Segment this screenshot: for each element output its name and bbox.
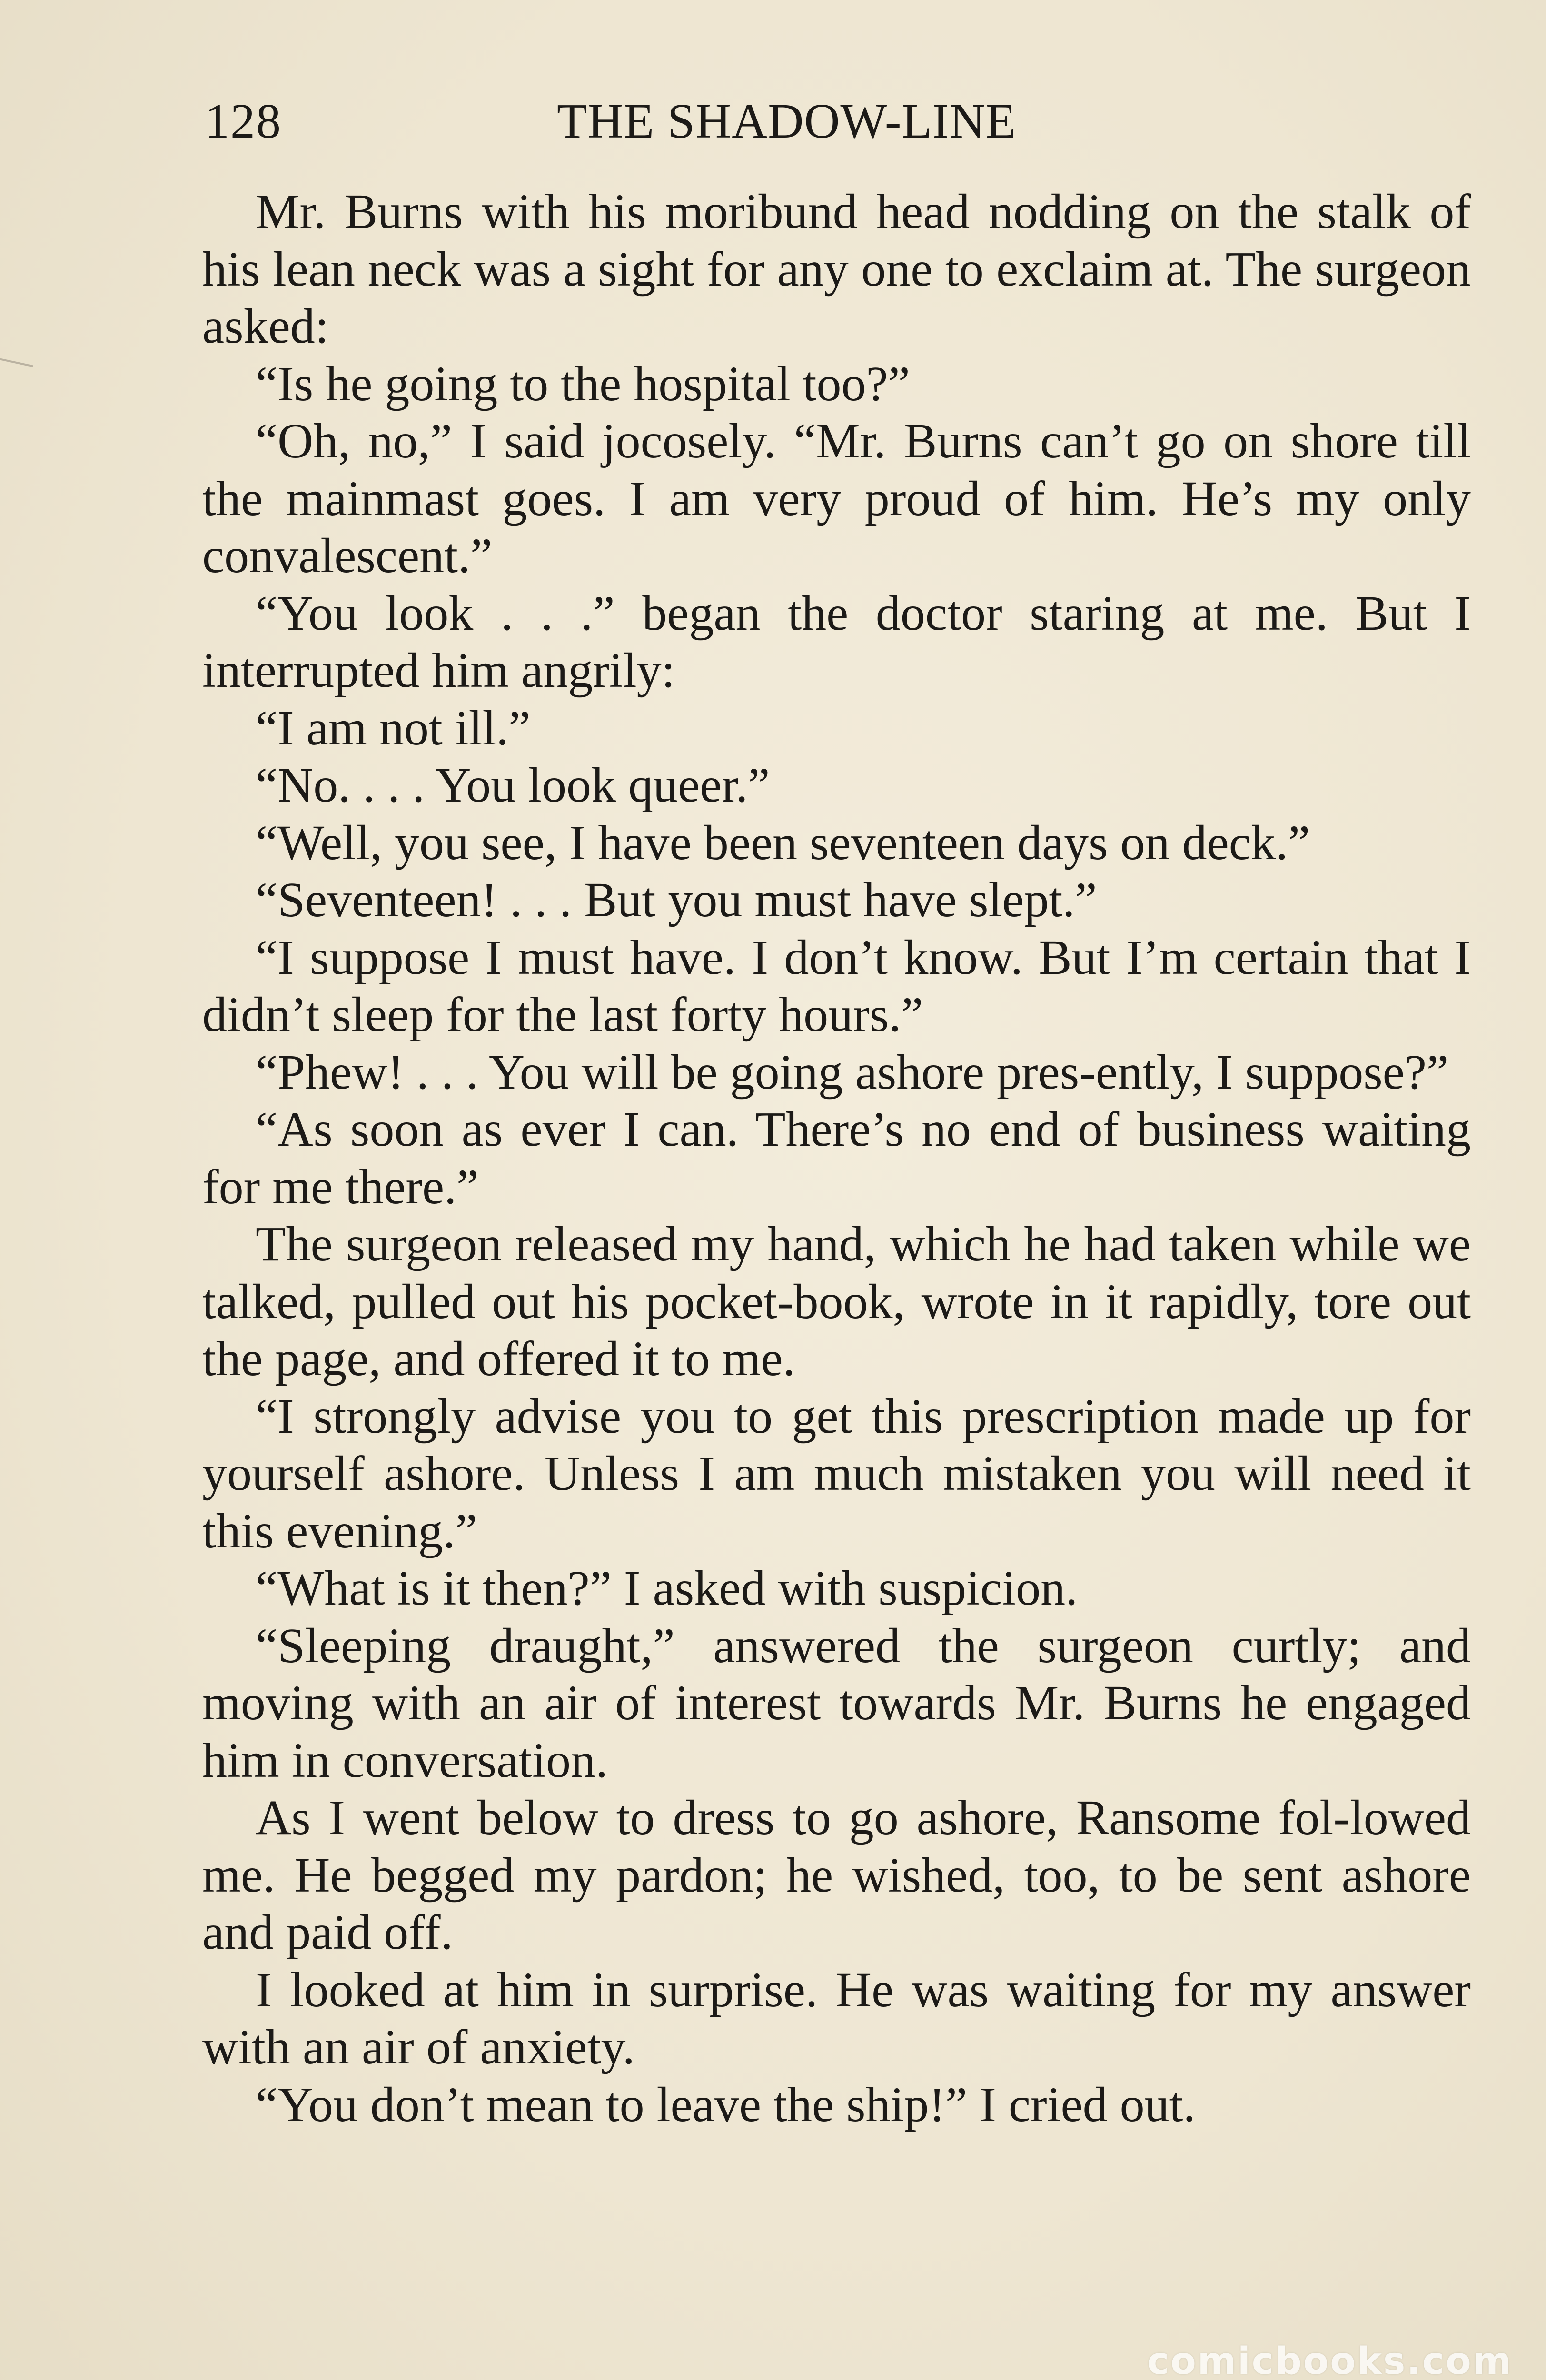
paragraph: “I strongly advise you to get this prescription made up for yourself ashore. Unless I am much mistaken you will need it this evening.” [202, 1388, 1471, 1558]
page-header [205, 90, 1471, 152]
paragraph: I looked at him in surprise. He was waiting for my answer with an air of anxiety. [202, 1962, 1471, 2074]
paragraph: “Phew! . . . You will be going ashore pres-ently, I suppose?” [256, 1044, 1449, 1100]
paragraph: “Well, you see, I have been seventeen days on deck.” [256, 815, 1310, 870]
paragraph: “You look . . .” began the doctor staring at me. But I interrupted him angrily: [202, 585, 1471, 698]
page-edge-mark [0, 358, 33, 367]
paragraph: The surgeon released my hand, which he had taken while we talked, pulled out his pocket-book, wrote in it rapidly, tore out the page, and offered it to me. [202, 1217, 1471, 1386]
running-head-title: THE SHADOW-LINE [557, 94, 1017, 149]
paragraph: “As soon as ever I can. There’s no end of business waiting for me there.” [202, 1102, 1471, 1214]
paragraph: “Seventeen! . . . But you must have slept.” [256, 873, 1097, 927]
page-number: 128 [205, 94, 282, 149]
paragraph: As I went below to dress to go ashore, Ransome fol-lowed me. He begged my pardon; he wished, too, to be sent ashore and paid off. [202, 1790, 1471, 1960]
paragraph: “What is it then?” I asked with suspicion. [256, 1561, 1078, 1616]
page-body-text [202, 183, 1471, 2133]
paragraph: “I suppose I must have. I don’t know. But I’m certain that I didn’t sleep for the last forty hours.” [202, 930, 1471, 1042]
paragraph: “Is he going to the hospital too?” [256, 356, 910, 411]
paragraph: “I am not ill.” [256, 700, 531, 755]
paragraph: “Oh, no,” I said jocosely. “Mr. Burns can’t go on shore till the mainmast goes. I am very proud of him. He’s my only convalescent.” [202, 414, 1471, 583]
paragraph: “No. . . . You look queer.” [256, 758, 770, 813]
paragraph: “Sleeping draught,” answered the surgeon curtly; and moving with an air of interest towards Mr. Burns he engaged him in conversation. [202, 1618, 1471, 1788]
watermark-text: comicbooks.com [1147, 2340, 1513, 2380]
paragraph: Mr. Burns with his moribund head nodding on the stalk of his lean neck was a sight for any one to exclaim at. The surgeon asked: [202, 184, 1471, 354]
paragraph: “You don’t mean to leave the ship!” I cried out. [256, 2077, 1196, 2132]
